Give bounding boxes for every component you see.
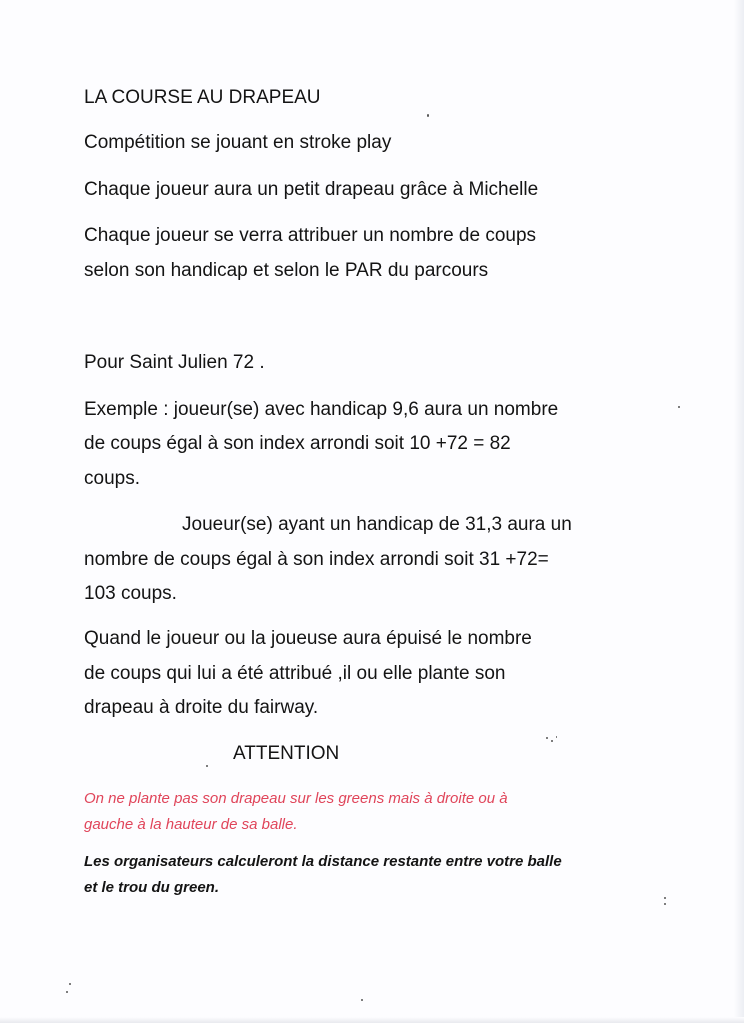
warning-line-1: On ne plante pas son drapeau sur les greens mais à droite ou à	[84, 790, 508, 807]
note-line-1: Les organisateurs calculeront la distance restante entre votre balle	[84, 853, 562, 870]
example1-line-2: de coups égal à son index arrondi soit 10 +72 = 82	[84, 433, 511, 454]
example2-line-2: nombre de coups égal à son index arrondi soit 31 +72=	[84, 549, 549, 570]
example1-line-3: coups.	[84, 468, 140, 489]
note-line-2: et le trou du green.	[84, 879, 220, 896]
scan-speck	[664, 903, 666, 905]
scan-speck	[66, 991, 68, 993]
scan-speck	[551, 740, 553, 742]
scan-speck	[556, 736, 557, 738]
flag-line: Chaque joueur aura un petit drapeau grâce à Michelle	[84, 179, 539, 200]
example2-line-1: Joueur(se) ayant un handicap de 31,3 aura un	[182, 514, 572, 535]
strokes-line-2: selon son handicap et selon le PAR du parcours	[84, 260, 489, 281]
scan-speck	[427, 114, 429, 117]
example1-line-1: Exemple : joueur(se) avec handicap 9,6 aura un nombre	[84, 399, 559, 420]
scan-speck	[664, 897, 666, 899]
scan-speck	[546, 737, 548, 739]
scan-speck	[361, 999, 363, 1001]
rule-line-3: drapeau à droite du fairway.	[84, 697, 319, 718]
page-bottom-shadow	[0, 1017, 744, 1023]
scan-speck	[69, 983, 71, 985]
course-line: Pour Saint Julien 72 .	[84, 352, 265, 373]
scan-speck	[678, 406, 680, 408]
attention-heading: ATTENTION	[233, 743, 340, 764]
strokes-line-1: Chaque joueur se verra attribuer un nombre de coups	[84, 225, 537, 246]
document-title: LA COURSE AU DRAPEAU	[84, 87, 321, 108]
warning-line-2: gauche à la hauteur de sa balle.	[84, 816, 298, 833]
example2-line-3: 103 coups.	[84, 583, 177, 604]
rule-line-2: de coups qui lui a été attribué ,il ou elle plante son	[84, 663, 506, 684]
competition-line: Compétition se jouant en stroke play	[84, 132, 392, 153]
scan-speck	[206, 765, 208, 767]
page-edge-shadow	[734, 0, 744, 1023]
rule-line-1: Quand le joueur ou la joueuse aura épuisé le nombre	[84, 628, 532, 649]
